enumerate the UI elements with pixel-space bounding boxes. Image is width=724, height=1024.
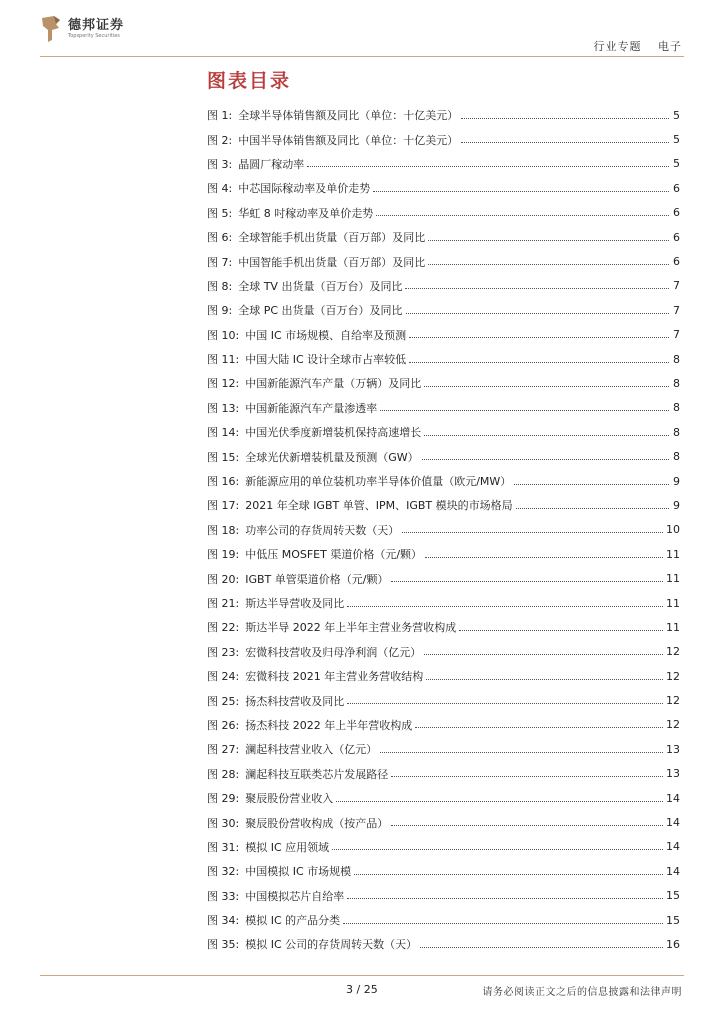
toc-entry-title: 全球 TV 出货量（百万台）及同比 bbox=[238, 279, 403, 293]
toc-entry-page: 5 bbox=[673, 133, 680, 147]
toc-entry-title: 中国光伏季度新增装机保持高速增长 bbox=[245, 426, 422, 440]
toc-leader-dots bbox=[409, 362, 669, 363]
toc-entry-label: 图 21: bbox=[207, 597, 240, 610]
toc-leader-dots bbox=[514, 484, 669, 485]
toc-entry[interactable] bbox=[207, 298, 680, 322]
toc-entry-label: 图 28: bbox=[207, 767, 240, 781]
report-sector: 电子 bbox=[658, 40, 682, 53]
toc-entry-title: 中低压 MOSFET 渠道价格（元/颗） bbox=[245, 548, 423, 562]
toc-entry-page: 5 bbox=[673, 108, 680, 122]
toc-entry-title: 中国新能源汽车产量（万辆）及同比 bbox=[245, 377, 422, 391]
toc-entry[interactable] bbox=[207, 274, 680, 298]
toc-entry[interactable] bbox=[207, 176, 680, 200]
toc-entry-label: 图 10: bbox=[207, 328, 240, 342]
toc-entry[interactable] bbox=[207, 493, 680, 517]
toc-entry-title: 2021 年全球 IGBT 单管、IPM、IGBT 模块的市场格局 bbox=[245, 499, 513, 513]
toc-entry[interactable] bbox=[207, 225, 680, 249]
toc-entry-page: 7 bbox=[673, 279, 680, 293]
toc-leader-dots bbox=[354, 874, 663, 875]
toc-entry-page: 14 bbox=[666, 816, 680, 830]
toc-leader-dots bbox=[402, 532, 663, 533]
toc-entry[interactable] bbox=[207, 713, 680, 737]
toc-entry-label: 图 26: bbox=[207, 718, 240, 732]
toc-entry-page: 7 bbox=[673, 328, 680, 342]
toc-entry-title: IGBT 单管渠道价格（元/颗） bbox=[245, 572, 389, 586]
toc-entry-page: 8 bbox=[673, 352, 680, 366]
toc-leader-dots bbox=[459, 630, 663, 631]
toc-entry-page: 6 bbox=[673, 181, 680, 195]
toc-leader-dots bbox=[373, 191, 669, 192]
toc-entry-page: 6 bbox=[673, 255, 680, 269]
toc-leader-dots bbox=[406, 313, 669, 314]
toc-entry-title: 斯达半导 2022 年上半年主营业务营收构成 bbox=[245, 621, 457, 635]
toc-entry[interactable] bbox=[207, 371, 680, 395]
toc-leader-dots bbox=[380, 410, 669, 411]
toc-entry-label: 图 5: bbox=[207, 206, 233, 220]
toc-entry[interactable] bbox=[207, 518, 680, 542]
toc-entry-page: 6 bbox=[673, 230, 680, 244]
toc-entry-page: 9 bbox=[673, 498, 680, 512]
footer-disclaimer: 请务必阅读正文之后的信息披露和法律声明 bbox=[482, 987, 682, 998]
toc-entry-page: 8 bbox=[673, 401, 680, 415]
toc-leader-dots bbox=[426, 679, 663, 680]
toc-leader-dots bbox=[332, 849, 663, 850]
toc-entry-page: 15 bbox=[666, 913, 680, 927]
toc-entry-title: 全球半导体销售额及同比（单位：十亿美元） bbox=[238, 109, 459, 123]
toc-entry-label: 图 29: bbox=[207, 792, 240, 806]
toc-leader-dots bbox=[391, 581, 663, 582]
toc-entry-label: 图 15: bbox=[207, 450, 240, 464]
toc-entry-label: 图 3: bbox=[207, 157, 233, 171]
toc-leader-dots bbox=[307, 166, 669, 167]
toc-entry-label: 图 12: bbox=[207, 377, 240, 391]
toc-leader-dots bbox=[422, 459, 669, 460]
toc-entry-page: 5 bbox=[673, 157, 680, 171]
toc-entry[interactable] bbox=[207, 469, 680, 493]
toc-entry[interactable] bbox=[207, 762, 680, 786]
toc-entry-label: 图 13: bbox=[207, 401, 240, 415]
toc-entry-title: 中国大陆 IC 设计全球市占率较低 bbox=[245, 353, 407, 367]
toc-leader-dots bbox=[424, 435, 669, 436]
toc-entry-label: 图 8: bbox=[207, 279, 233, 293]
toc-entry[interactable] bbox=[207, 249, 680, 273]
toc-entry-page: 11 bbox=[666, 620, 680, 634]
brand-name-en: Topsperity Securities bbox=[68, 33, 120, 39]
toc-entry-title: 全球 PC 出货量（百万台）及同比 bbox=[238, 304, 403, 318]
toc-entry-label: 图 18: bbox=[207, 523, 240, 537]
toc-entry-page: 15 bbox=[666, 889, 680, 903]
toc-entry-title: 全球智能手机出货量（百万部）及同比 bbox=[238, 231, 426, 245]
page-number: 3 / 25 bbox=[346, 983, 378, 996]
toc-entry[interactable] bbox=[207, 640, 680, 664]
toc-entry[interactable] bbox=[207, 420, 680, 444]
toc-entry-label: 图 14: bbox=[207, 426, 240, 440]
toc-entry-label: 图 1: bbox=[207, 109, 233, 123]
header-meta bbox=[594, 38, 683, 54]
toc-entry-title: 聚辰股份营收构成（按产品） bbox=[245, 816, 389, 830]
toc-entry-title: 澜起科技营业收入（亿元） bbox=[245, 743, 378, 757]
toc-entry[interactable] bbox=[207, 201, 680, 225]
toc-entry-label: 图 4: bbox=[207, 182, 233, 196]
toc-entry-label: 图 20: bbox=[207, 572, 240, 586]
toc-entry-page: 14 bbox=[666, 864, 680, 878]
toc-entry[interactable] bbox=[207, 664, 680, 688]
toc-entry-label: 图 24: bbox=[207, 670, 240, 684]
toc-leader-dots bbox=[347, 703, 663, 704]
toc-entry-label: 图 27: bbox=[207, 743, 240, 757]
toc-entry-label: 图 11: bbox=[207, 353, 240, 367]
toc-entry[interactable] bbox=[207, 347, 680, 371]
toc-entry-title: 澜起科技互联类芯片发展路径 bbox=[245, 767, 389, 781]
toc-leader-dots bbox=[424, 386, 669, 387]
toc-entry-page: 7 bbox=[673, 303, 680, 317]
toc-entry[interactable] bbox=[207, 615, 680, 639]
toc-leader-dots bbox=[461, 142, 669, 143]
header-divider bbox=[40, 56, 684, 57]
toc-entry[interactable] bbox=[207, 835, 680, 859]
toc-leader-dots bbox=[391, 825, 663, 826]
toc-leader-dots bbox=[347, 606, 663, 607]
toc-entry-title: 晶圆厂稼动率 bbox=[238, 157, 305, 171]
report-category: 行业专题 bbox=[593, 40, 642, 53]
toc-entry-title: 中国模拟芯片自给率 bbox=[245, 889, 345, 903]
toc-entry-page: 12 bbox=[666, 669, 680, 683]
toc-entry-title: 宏微科技 2021 年主营业务营收结构 bbox=[245, 670, 424, 684]
toc-entry[interactable] bbox=[207, 810, 680, 834]
toc-entry-label: 图 2: bbox=[207, 133, 233, 147]
toc-entry-label: 图 30: bbox=[207, 816, 240, 830]
toc-leader-dots bbox=[420, 947, 663, 948]
toc-entry-title: 中芯国际稼动率及单价走势 bbox=[238, 182, 371, 196]
toc-entry-page: 13 bbox=[666, 742, 680, 756]
toc-leader-dots bbox=[424, 654, 663, 655]
toc-leader-dots bbox=[428, 240, 669, 241]
toc-entry[interactable] bbox=[207, 127, 680, 151]
toc-leader-dots bbox=[405, 288, 669, 289]
toc-entry-page: 12 bbox=[666, 645, 680, 659]
toc-leader-dots bbox=[343, 923, 663, 924]
toc-entry-label: 图 35: bbox=[207, 938, 240, 952]
toc-leader-dots bbox=[428, 264, 669, 265]
toc-entry[interactable] bbox=[207, 566, 680, 590]
toc-entry[interactable] bbox=[207, 908, 680, 932]
toc-entry-title: 华虹 8 吋稼动率及单价走势 bbox=[238, 206, 374, 220]
toc-entry[interactable] bbox=[207, 884, 680, 908]
toc-entry-label: 图 17: bbox=[207, 499, 240, 513]
toc-entry-page: 9 bbox=[673, 474, 680, 488]
toc-entry-page: 8 bbox=[673, 425, 680, 439]
toc-leader-dots bbox=[425, 557, 663, 558]
toc-entry-page: 8 bbox=[673, 376, 680, 390]
toc-entry[interactable] bbox=[207, 542, 680, 566]
toc-entry-page: 16 bbox=[666, 937, 680, 951]
toc-leader-dots bbox=[415, 727, 663, 728]
toc-entry-label: 图 7: bbox=[207, 255, 233, 269]
toc-leader-dots bbox=[376, 215, 669, 216]
toc-entry-title: 扬杰科技营收及同比 bbox=[245, 694, 345, 708]
toc-entry-title: 全球光伏新增装机量及预测（GW） bbox=[245, 450, 419, 464]
toc-entry-page: 14 bbox=[666, 791, 680, 805]
toc-entry-label: 图 23: bbox=[207, 645, 240, 659]
toc-entry-page: 11 bbox=[666, 547, 680, 561]
toc-entry-title: 聚辰股份营业收入 bbox=[245, 792, 334, 806]
brand-logo-icon bbox=[40, 14, 62, 44]
toc-entry-title: 新能源应用的单位装机功率半导体价值量（欧元/MW） bbox=[245, 475, 512, 489]
toc-entry[interactable] bbox=[207, 859, 680, 883]
toc-entry-label: 图 22: bbox=[207, 621, 240, 635]
footer-divider bbox=[40, 975, 684, 976]
toc-title: 图表目录 bbox=[207, 70, 292, 92]
toc-leader-dots bbox=[347, 898, 663, 899]
toc-entry-label: 图 32: bbox=[207, 865, 240, 879]
toc-entry[interactable] bbox=[207, 688, 680, 712]
toc-entry-label: 图 34: bbox=[207, 914, 240, 928]
toc-entry-title: 扬杰科技 2022 年上半年营收构成 bbox=[245, 718, 413, 732]
toc-entry-title: 模拟 IC 应用领域 bbox=[245, 840, 330, 854]
toc-entry[interactable] bbox=[207, 591, 680, 615]
toc-entry-label: 图 31: bbox=[207, 840, 240, 854]
toc-entry-page: 10 bbox=[666, 523, 680, 537]
brand-name: 德邦证券 bbox=[68, 18, 125, 33]
toc-entry-label: 图 16: bbox=[207, 475, 240, 489]
toc-entry[interactable] bbox=[207, 323, 680, 347]
toc-entry-page: 11 bbox=[666, 572, 680, 586]
toc-entry[interactable] bbox=[207, 786, 680, 810]
toc-entry-label: 图 25: bbox=[207, 694, 240, 708]
toc-entry-label: 图 9: bbox=[207, 304, 233, 318]
toc-entry[interactable] bbox=[207, 103, 680, 127]
toc-leader-dots bbox=[409, 337, 669, 338]
toc-leader-dots bbox=[516, 508, 669, 509]
toc-entry-page: 6 bbox=[673, 206, 680, 220]
toc-entry-title: 中国模拟 IC 市场规模 bbox=[245, 865, 352, 879]
toc-entry[interactable] bbox=[207, 932, 680, 956]
toc-entry-page: 12 bbox=[666, 718, 680, 732]
toc-entry-title: 宏微科技营收及归母净利润（亿元） bbox=[245, 645, 422, 659]
toc-entry-label: 图 19: bbox=[207, 548, 240, 562]
toc-entry-title: 中国 IC 市场规模、自给率及预测 bbox=[245, 328, 407, 342]
toc-list bbox=[207, 103, 680, 957]
toc-entry-page: 8 bbox=[673, 450, 680, 464]
toc-leader-dots bbox=[391, 776, 663, 777]
toc-entry-title: 中国半导体销售额及同比（单位：十亿美元） bbox=[238, 133, 459, 147]
toc-entry-title: 斯达半导营收及同比 bbox=[245, 597, 345, 610]
toc-entry[interactable] bbox=[207, 444, 680, 468]
toc-entry-page: 13 bbox=[666, 767, 680, 781]
toc-entry-page: 11 bbox=[666, 596, 680, 610]
toc-entry-page: 12 bbox=[666, 694, 680, 708]
toc-entry-title: 模拟 IC 的产品分类 bbox=[245, 914, 341, 928]
toc-entry[interactable] bbox=[207, 152, 680, 176]
toc-entry-label: 图 33: bbox=[207, 889, 240, 903]
toc-entry-page: 14 bbox=[666, 840, 680, 854]
toc-entry-title: 模拟 IC 公司的存货周转天数（天） bbox=[245, 938, 418, 952]
brand-logo bbox=[40, 14, 124, 44]
toc-leader-dots bbox=[380, 752, 663, 753]
toc-entry[interactable] bbox=[207, 737, 680, 761]
toc-entry-title: 中国智能手机出货量（百万部）及同比 bbox=[238, 255, 426, 269]
toc-leader-dots bbox=[336, 801, 663, 802]
toc-entry-label: 图 6: bbox=[207, 231, 233, 245]
toc-entry-title: 中国新能源汽车产量渗透率 bbox=[245, 401, 378, 415]
toc-entry-title: 功率公司的存货周转天数（天） bbox=[245, 523, 400, 537]
toc-entry[interactable] bbox=[207, 396, 680, 420]
toc-leader-dots bbox=[461, 118, 669, 119]
